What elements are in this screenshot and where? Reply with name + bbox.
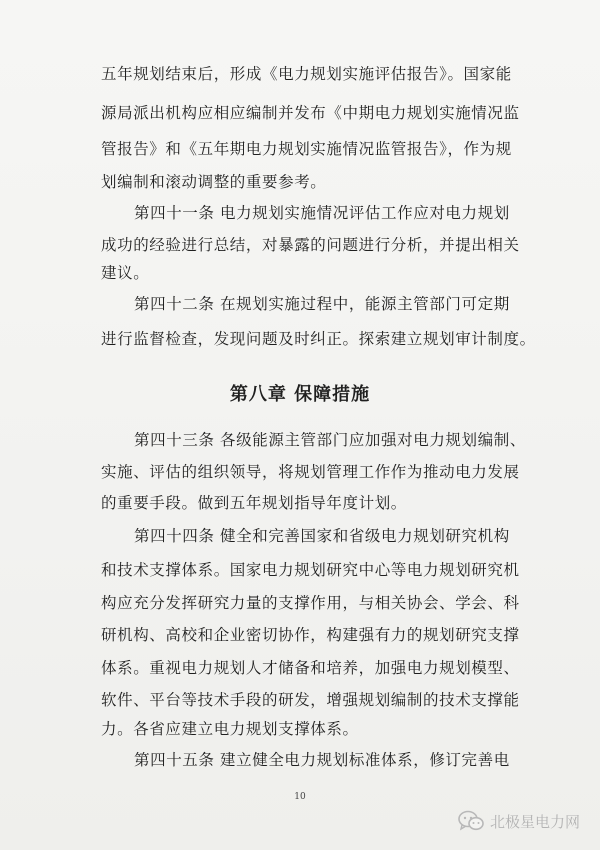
- text-line: 体系。重视电力规划人才储备和培养，加强电力规划模型、: [101, 659, 520, 677]
- text-line: 源局派出机构应相应编制并发布《中期电力规划实施情况监: [101, 104, 520, 122]
- text-line: 五年规划结束后，形成《电力规划实施评估报告》。国家能: [101, 65, 512, 83]
- article-42-line: 第四十二条 在规划实施过程中，能源主管部门可定期: [134, 295, 510, 313]
- text-line: 管报告》和《五年期电力规划实施情况监管报告》，作为规: [101, 140, 512, 158]
- wechat-icon: [458, 810, 484, 832]
- text-line: 的重要手段。做到五年规划指导年度计划。: [101, 494, 407, 512]
- article-44-line: 第四十四条 健全和完善国家和省级电力规划研究机构: [134, 527, 510, 545]
- text-line: 构应充分发挥研究力量的支撑作用，与相关协会、学会、科: [101, 594, 520, 612]
- watermark: [458, 810, 580, 832]
- text-line: 力。各省应建立电力规划支撑体系。: [101, 720, 359, 738]
- chapter-heading: 第八章 保障措施: [229, 384, 371, 405]
- article-41-line: 第四十一条 电力规划实施情况评估工作应对电力规划: [134, 204, 510, 222]
- text-line: 软件、平台等技术手段的研发，增强规划编制的技术支撑能: [101, 691, 520, 709]
- text-line: 建议。: [101, 264, 150, 282]
- text-line: 实施、评估的组织领导，将规划管理工作作为推动电力发展: [101, 463, 520, 481]
- watermark-text: 北极星电力网: [489, 812, 580, 831]
- text-line: 和技术支撑体系。国家电力规划研究中心等电力规划研究机: [101, 561, 520, 579]
- page-number: 10: [294, 792, 306, 802]
- text-line: 划编制和滚动调整的重要参考。: [101, 173, 327, 191]
- article-43-line: 第四十三条 各级能源主管部门应加强对电力规划编制、: [134, 431, 526, 449]
- text-line: 进行监督检查，发现问题及时纠正。探索建立规划审计制度。: [101, 330, 536, 348]
- text-line: 成功的经验进行总结，对暴露的问题进行分析，并提出相关: [101, 236, 520, 254]
- article-45-line: 第四十五条 建立健全电力规划标准体系，修订完善电: [134, 751, 510, 769]
- text-line: 研机构、高校和企业密切协作，构建强有力的规划研究支撑: [101, 626, 520, 644]
